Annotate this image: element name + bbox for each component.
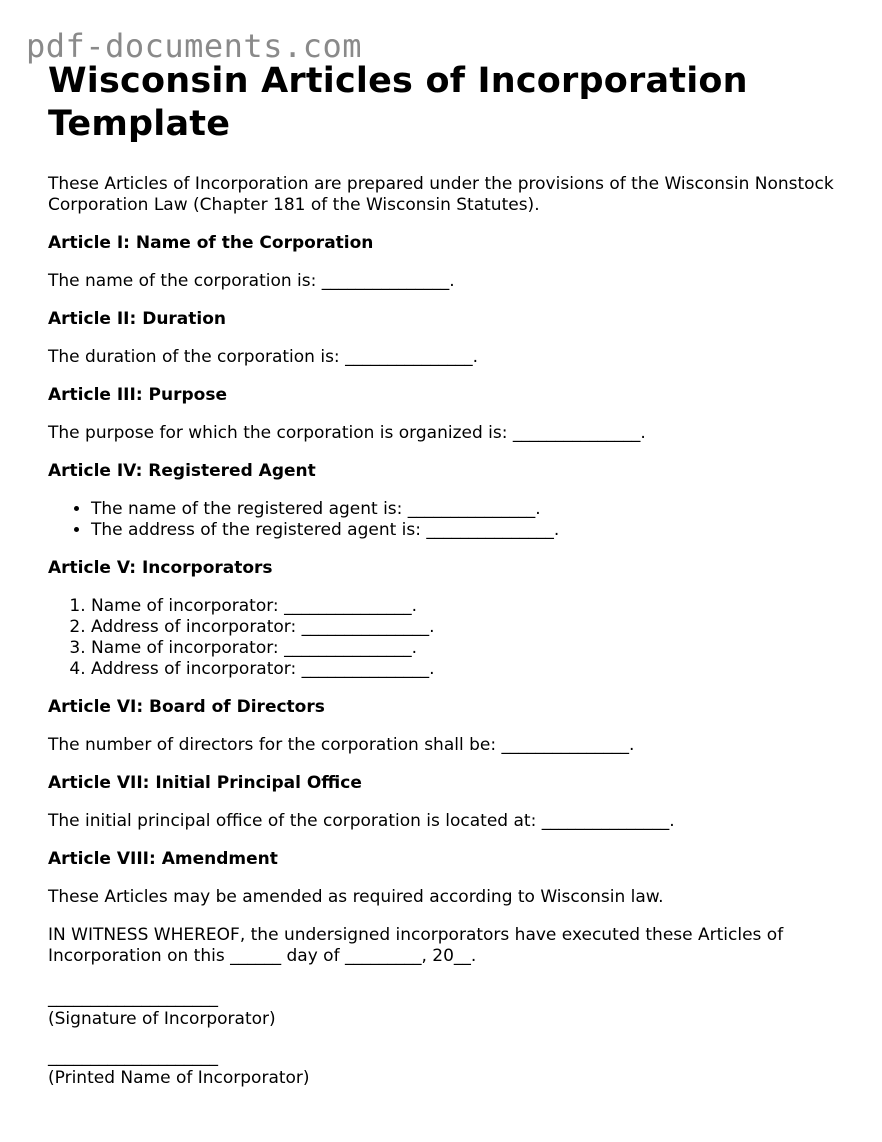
article-6-heading: Article VI: Board of Directors (48, 697, 325, 717)
incorporators-list (48, 596, 848, 680)
list-item: 1. Name of incorporator: _______________. (91, 596, 848, 617)
article-7-text: The initial principal office of the corporation is located at: _______________. (48, 811, 675, 831)
article-8-heading: Article VIII: Amendment (48, 849, 278, 869)
list-item: • The name of the registered agent is: _______________. (91, 499, 848, 520)
list-item: • The address of the registered agent is: _______________. (91, 520, 848, 541)
article-6-text: The number of directors for the corporation shall be: _______________. (48, 735, 635, 755)
intro-paragraph: These Articles of Incorporation are prepared under the provisions of the Wisconsin Nonstock Corporation Law (Chapter 181 of the Wisconsin Statutes). (48, 174, 834, 215)
article-3-heading: Article III: Purpose (48, 385, 227, 405)
printed-name-block (48, 1047, 848, 1089)
article-1-heading: Article I: Name of the Corporation (48, 233, 374, 253)
article-2-text: The duration of the corporation is: _______________. (48, 347, 478, 367)
list-item: 2. Address of incorporator: _______________. (91, 617, 848, 638)
article-2-heading: Article II: Duration (48, 309, 227, 329)
document-page (48, 60, 848, 1089)
registered-agent-list (48, 499, 848, 541)
article-4-heading: Article IV: Registered Agent (48, 461, 316, 481)
watermark: pdf-documents.com (26, 27, 363, 65)
signature-line: ____________________ (48, 988, 218, 1008)
article-8-text: These Articles may be amended as required according to Wisconsin law. (48, 887, 664, 907)
printed-name-line: ____________________ (48, 1047, 218, 1067)
page-title: Wisconsin Articles of Incorporation Template (48, 61, 748, 144)
printed-name-label: (Printed Name of Incorporator) (48, 1068, 310, 1088)
witness-paragraph: IN WITNESS WHEREOF, the undersigned incorporators have executed these Articles of Incorporation on this ______ day of _________, 20__. (48, 925, 784, 966)
list-item: 3. Name of incorporator: _______________. (91, 638, 848, 659)
article-1-text: The name of the corporation is: _______________. (48, 271, 455, 291)
list-item: 4. Address of incorporator: _______________. (91, 659, 848, 680)
article-3-text: The purpose for which the corporation is organized is: _______________. (48, 423, 646, 443)
article-7-heading: Article VII: Initial Principal Office (48, 773, 362, 793)
signature-block (48, 988, 848, 1030)
signature-label: (Signature of Incorporator) (48, 1009, 276, 1029)
article-5-heading: Article V: Incorporators (48, 558, 273, 578)
